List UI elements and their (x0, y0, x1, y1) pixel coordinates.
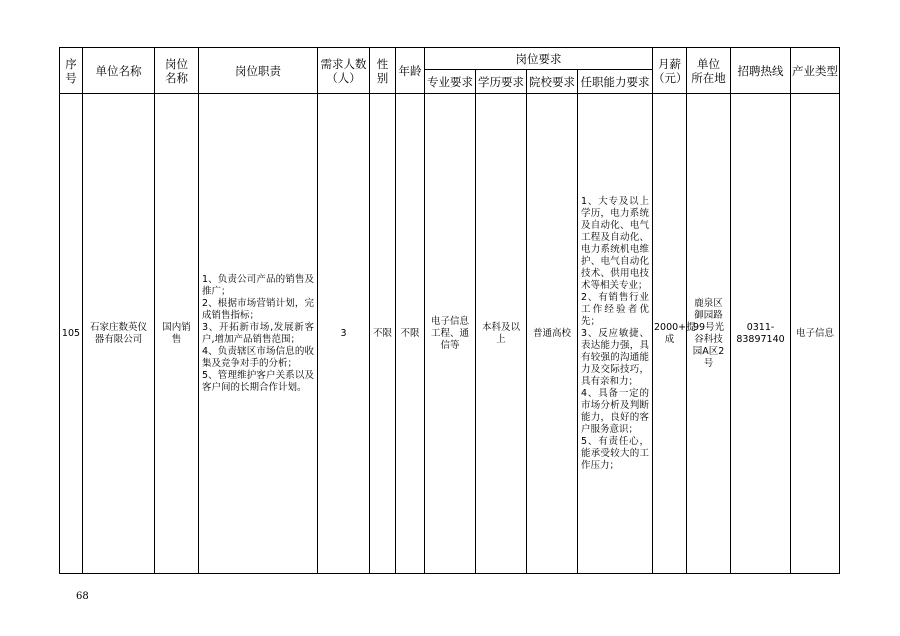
cell-education: 本科及以上 (476, 94, 527, 574)
cell-age: 不限 (396, 94, 425, 574)
header-seq: 序号 (60, 48, 83, 94)
cell-position: 国内销售 (155, 94, 199, 574)
header-hotline: 招聘热线 (731, 48, 791, 94)
header-age: 年龄 (396, 48, 425, 94)
cell-ability: 1、大专及以上学历，电力系统及自动化、电气工程及自动化、电力系统机电维护、电气自动化技术、供用电技术等相关专业； 2、有销售行业工作经验者优先； 3、反应敏捷、表达能力强，具有较强的沟通能力及交际技巧，具有亲和力； 4、具备一定的市场分析及判断能力，良好的客户服务意识； 5、有责任心，能承受较大的工作压力； (578, 94, 653, 574)
cell-salary: 2000+提成 (653, 94, 687, 574)
header-industry: 产业类型 (791, 48, 840, 94)
header-salary: 月薪 （元） (653, 48, 687, 94)
header-duties: 岗位职责 (199, 48, 318, 94)
cell-industry: 电子信息 (791, 94, 840, 574)
header-school: 院校要求 (527, 70, 578, 94)
job-listing-table (59, 47, 840, 574)
header-gender: 性 别 (370, 48, 396, 94)
cell-count: 3 (318, 94, 370, 574)
cell-seq: 105 (60, 94, 83, 574)
header-major: 专业要求 (425, 70, 476, 94)
header-company: 单位名称 (83, 48, 155, 94)
cell-major: 电子信息工程、通信等 (425, 94, 476, 574)
table-row (60, 94, 840, 574)
cell-school: 普通高校 (527, 94, 578, 574)
header-education: 学历要求 (476, 70, 527, 94)
cell-company: 石家庄数英仪器有限公司 (83, 94, 155, 574)
cell-hotline: 0311-83897140 (731, 94, 791, 574)
cell-location: 鹿泉区御园路99号光谷科技园A区2号 (687, 94, 731, 574)
header-count: 需求人数 （人） (318, 48, 370, 94)
header-ability: 任职能力要求 (578, 70, 653, 94)
header-location: 单位 所在地 (687, 48, 731, 94)
cell-duties: 1、负责公司产品的销售及推广； 2、根据市场营销计划，完成销售指标； 3、开拓新市场,发展新客户,增加产品销售范围； 4、负责辖区市场信息的收集及竞争对手的分析； 5、管理维护客户关系以及客户间的长期合作计划。 (199, 94, 318, 574)
page-number: 68 (76, 591, 89, 602)
cell-gender: 不限 (370, 94, 396, 574)
header-position: 岗位 名称 (155, 48, 199, 94)
header-requirements: 岗位要求 (425, 48, 653, 70)
